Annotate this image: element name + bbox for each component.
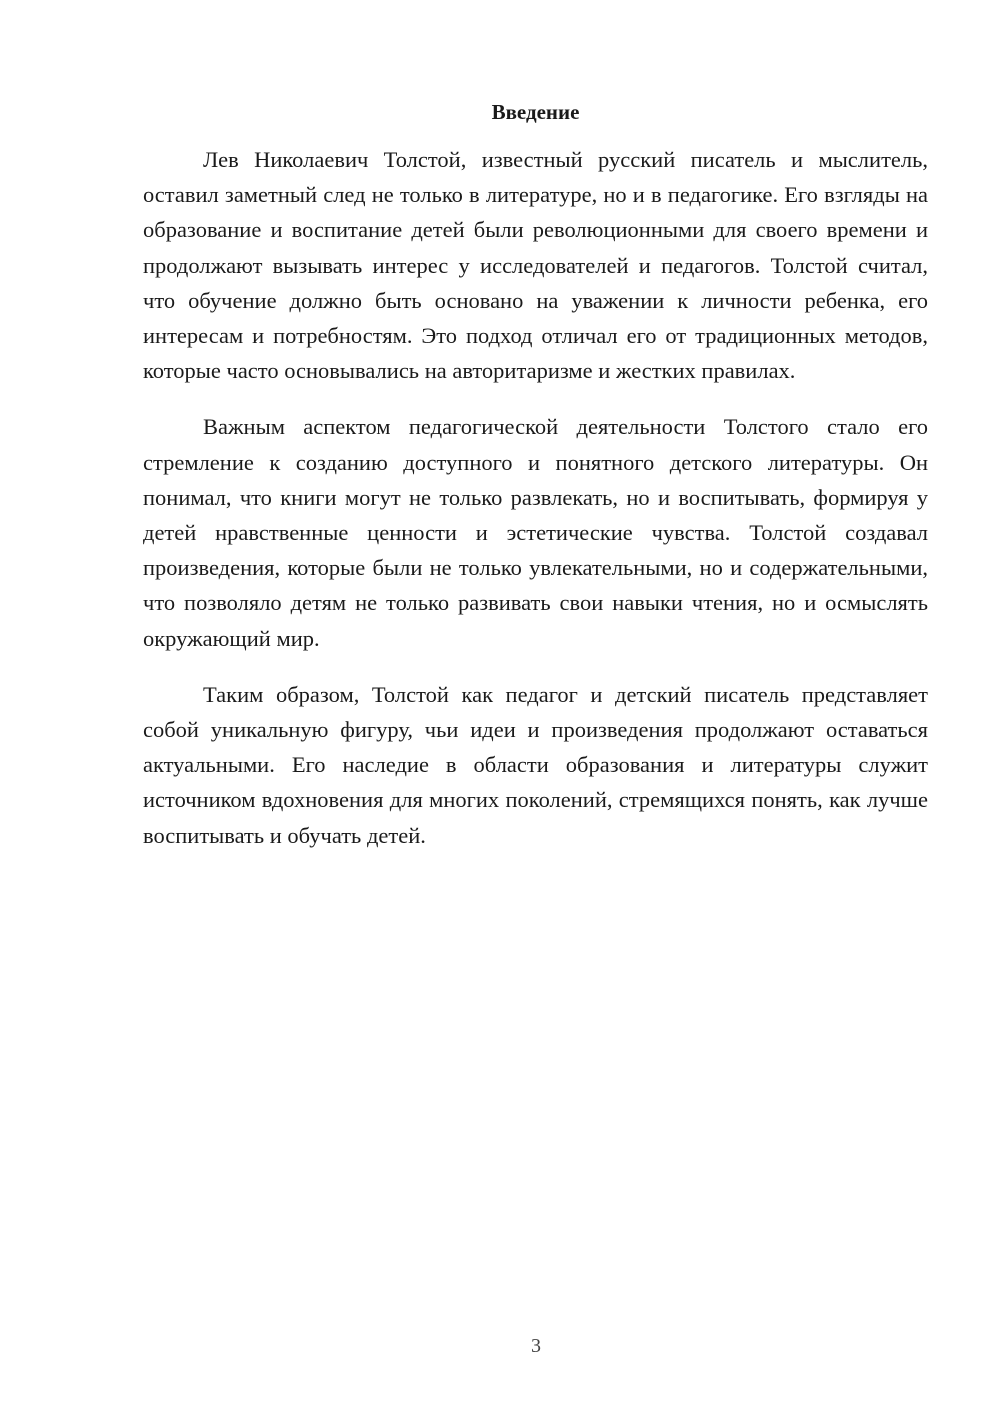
paragraph-3: Таким образом, Толстой как педагог и детский писатель представляет собой уникальную фигуру, чьи идеи и произведения продолжают оставаться актуальными. Его наследие в области образования и литературы служит источником вдохновения для многих поколений, стремящихся понять, как лучше воспитывать и обучать детей. (143, 681, 928, 848)
paragraph-1: Лев Николаевич Толстой, известный русский писатель и мыслитель, оставил заметный след не только в литературе, но и в педагогике. Его взгляды на образование и воспитание детей были революционными для своего времени и продолжают вызывать интерес у исследователей и педагогов. Толстой считал, что обучение должно быть основано на уважении к личности ребенка, его интересам и потребностям. Это подход отличал его от традиционных методов, которые часто основывались на авторитаризме и жестких правилах. (143, 147, 928, 384)
page-title: Введение (491, 100, 580, 124)
document-body (143, 142, 928, 853)
page-number: 3 (531, 1335, 541, 1357)
paragraph-2: Важным аспектом педагогической деятельности Толстого стало его стремление к созданию доступного и понятного детского литературы. Он понимал, что книги могут не только развлекать, но и воспитывать, формируя у детей нравственные ценности и эстетические чувства. Толстой создавал произведения, которые были не только увлекательными, но и содержательными, что позволяло детям не только развивать свои навыки чтения, но и осмыслять окружающий мир. (143, 414, 928, 651)
